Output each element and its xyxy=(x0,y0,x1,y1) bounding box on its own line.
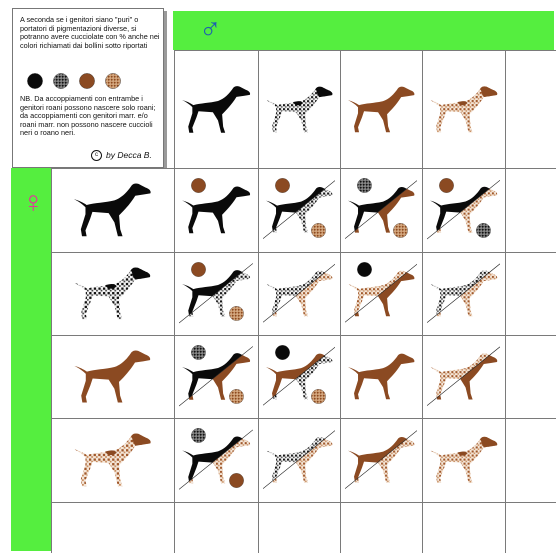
grid-line xyxy=(422,50,423,553)
male-parent-roan-brown xyxy=(422,50,505,168)
offspring-cell xyxy=(340,252,422,335)
male-parent-brown xyxy=(340,50,422,168)
grid-line xyxy=(174,50,556,51)
male-parent-black xyxy=(174,50,258,168)
offspring-cell xyxy=(174,335,258,418)
dog-illustration xyxy=(427,343,500,409)
offspring-dot-brown xyxy=(191,262,206,277)
empty-cell xyxy=(505,252,556,335)
offspring-dot-roan-brown xyxy=(393,223,408,238)
offspring-cell xyxy=(422,252,505,335)
male-parent-roan-black xyxy=(258,50,340,168)
grid-line xyxy=(51,335,556,336)
grid-line xyxy=(51,168,556,169)
empty-cell xyxy=(258,502,340,553)
dog-illustration xyxy=(58,426,166,493)
female-parent-roan-black xyxy=(51,252,174,335)
female-symbol-icon: ♀ xyxy=(22,186,45,219)
offspring-dot-roan-black xyxy=(476,223,491,238)
empty-cell xyxy=(505,502,556,553)
offspring-cell xyxy=(340,168,422,252)
empty-cell xyxy=(505,418,556,502)
empty-cell xyxy=(505,50,556,168)
dog-illustration xyxy=(427,426,500,493)
dog-illustration xyxy=(58,260,166,326)
offspring-dot-black xyxy=(357,262,372,277)
empty-cell xyxy=(51,502,174,553)
offspring-dot-roan-brown xyxy=(229,389,244,404)
empty-cell xyxy=(505,335,556,418)
dog-illustration xyxy=(345,343,417,409)
offspring-cell xyxy=(422,335,505,418)
offspring-cell xyxy=(174,168,258,252)
grid-line xyxy=(340,50,341,553)
male-symbol-icon: ♂ xyxy=(199,13,222,46)
dog-illustration xyxy=(179,62,253,156)
offspring-dot-brown xyxy=(229,473,244,488)
offspring-cell xyxy=(340,335,422,418)
empty-cell xyxy=(340,502,422,553)
offspring-dot-brown xyxy=(191,178,206,193)
dog-illustration xyxy=(263,62,335,156)
copyright-icon: c xyxy=(91,150,102,161)
offspring-cell xyxy=(422,418,505,502)
offspring-cell xyxy=(258,168,340,252)
dog-illustration xyxy=(58,176,166,243)
offspring-dot-roan-black xyxy=(191,345,206,360)
dog-illustration xyxy=(345,260,417,326)
offspring-dot-brown xyxy=(439,178,454,193)
grid-line xyxy=(51,418,556,419)
grid-line xyxy=(258,50,259,553)
empty-cell xyxy=(505,168,556,252)
grid-line xyxy=(51,502,556,503)
dog-illustration xyxy=(263,260,335,326)
dog-illustration xyxy=(345,426,417,493)
note-nb-text: NB. Da accoppiamenti con entrambe i genitori roani possono nascere solo roani; da accoppiamenti con genitori marr. e/o roani marr. non possono nascere cuccioli neri o roano neri. xyxy=(20,94,156,138)
dog-illustration xyxy=(58,343,166,409)
female-parent-roan-brown xyxy=(51,418,174,502)
female-parent-brown xyxy=(51,335,174,418)
dog-illustration xyxy=(263,426,335,493)
offspring-cell xyxy=(174,418,258,502)
dog-illustration xyxy=(427,62,500,156)
grid-line xyxy=(51,252,556,253)
offspring-cell xyxy=(258,252,340,335)
grid-line xyxy=(51,168,52,553)
empty-cell xyxy=(174,502,258,553)
note-intro-text: A seconda se i genitori siano "puri" o portatori di pigmentazioni diverse, si potranno avere cucciolate con % anche nei colori richiamati dai bollini sotto riportati xyxy=(20,15,160,50)
author-credit-text: by Decca B. xyxy=(106,149,152,160)
grid-line xyxy=(174,50,175,553)
offspring-dot-roan-brown xyxy=(311,223,326,238)
offspring-cell xyxy=(174,252,258,335)
offspring-dot-brown xyxy=(275,178,290,193)
offspring-cell xyxy=(340,418,422,502)
offspring-dot-roan-brown xyxy=(229,306,244,321)
empty-cell xyxy=(422,502,505,553)
dog-illustration xyxy=(427,260,500,326)
offspring-cell xyxy=(258,418,340,502)
dog-illustration xyxy=(345,62,417,156)
offspring-dot-roan-black xyxy=(191,428,206,443)
offspring-dot-roan-black xyxy=(357,178,372,193)
offspring-cell xyxy=(258,335,340,418)
offspring-cell xyxy=(422,168,505,252)
offspring-dot-roan-brown xyxy=(311,389,326,404)
female-parent-black xyxy=(51,168,174,252)
grid-line xyxy=(505,50,506,553)
offspring-dot-black xyxy=(275,345,290,360)
